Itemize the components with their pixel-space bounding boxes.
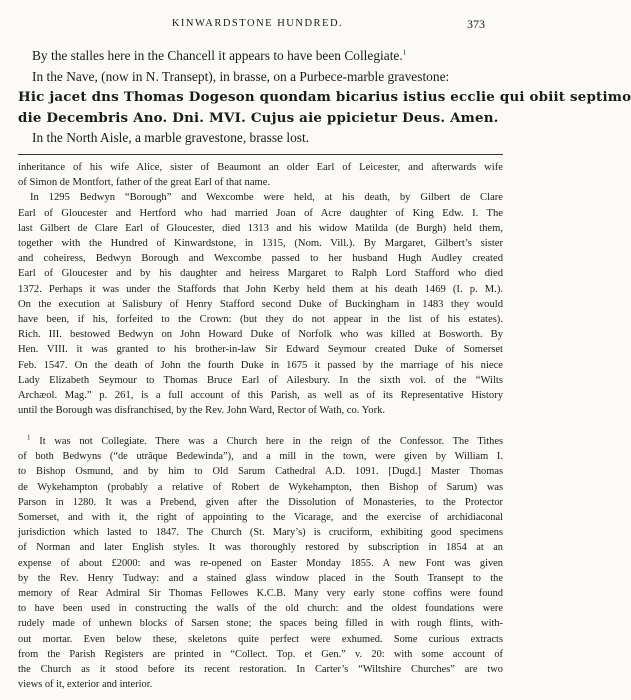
footnote-marker: 1 bbox=[27, 433, 31, 442]
body-line: Feb. 1547. On the death of John the fourth Duke in 1675 it passed by the marriage of his niece bbox=[18, 359, 503, 371]
body-paragraphs bbox=[18, 160, 503, 418]
footnote-line: out mortar. Even below these, skeletons quite perfect were exhumed. Some curious extracts bbox=[18, 633, 503, 645]
footnote-line: of both Bedwyns (“de utrâque Bedewinda”), and a mill in the town, were given by William I. bbox=[18, 451, 503, 463]
body-line: Earl of Gloucester and by his daughter and heiress Margaret to Ralph Lord Stafford who died bbox=[18, 268, 503, 280]
body-line: and coheiress, Bedwyn Borough and Wexcombe passed to her husband Hugh Audley created bbox=[18, 253, 503, 265]
page-number: 373 bbox=[467, 17, 485, 31]
body-line: inheritance of his wife Alice, sister of Beaumont an older Earl of Leicester, and afterwards wife bbox=[18, 162, 503, 173]
body-line: together with the Hundred of Kinwardstone, in 1315, (Nom. Vill.). By Margaret, Gilbert’s sister bbox=[18, 238, 503, 250]
footnote-line: Parson in 1280. It was a Prebend, given after the Dissolution of Monasteries, to the Protector bbox=[18, 496, 503, 508]
footnote-line: de Wykehampton (probably a relative of Robert de Wykehampton, then Bishop of Sarum) was bbox=[18, 481, 503, 493]
nave-line: In the Nave, (now in N. Transept), in brasse, on a Purbece-marble gravestone: bbox=[32, 68, 450, 84]
north-aisle-line: In the North Aisle, a marble gravestone, brasse lost. bbox=[32, 130, 310, 145]
body-line: have been, if his, forfeited to the Crown: (but they do not appear in the list of his estates). bbox=[18, 314, 503, 326]
footnote-line: of Norman and later English styles. It was thoroughly restored by subscription in 1854 at an bbox=[18, 542, 503, 554]
footnote-line: $^1$ It was not Collegiate. There was a Church here in the reign of the Confessor. The Tithes bbox=[27, 433, 503, 447]
body-line: of Simon de Montfort, father of the great Earl of that name. bbox=[18, 177, 271, 189]
footnote-line: to Bishop Osmund, and by him to Old Sarum Cathedral A.D. 1091. [Dugd.] Master Thomas bbox=[18, 466, 503, 478]
inscription-section bbox=[18, 46, 631, 149]
footnote-line: by the Rev. Henry Tudway: and a stained glass window placed in the South Transept to the bbox=[18, 572, 503, 584]
footnote-line: the Church as it stood before its recent restoration. In Carter’s “Wiltshire Churches” are two bbox=[18, 664, 503, 676]
page-header bbox=[30, 18, 485, 34]
footnote-line: from the Parish Registers are printed in “Collect. Top. et Gen.” v. 20: with some account of bbox=[18, 648, 503, 660]
inscription-line-2: die Decembris Ano. Dni. MVI. Cujus aie ppicietur Deus. Amen. bbox=[18, 109, 499, 126]
body-line: Earl of Gloucester and Hertford who had married Joan of Acre daughter of King Edw. I. The bbox=[18, 207, 503, 219]
body-line: last Gilbert de Clare Earl of Gloucester, died 1313 and his widow Matilda (de Burgh) held them, bbox=[18, 222, 503, 234]
collegiate-line: By the stalles here in the Chancell it appears to have been Collegiate.$^1$ bbox=[32, 48, 407, 63]
body-line: In 1295 Bedwyn “Borough” and Wexcombe were held, at his death, by Gilbert de Clare bbox=[30, 192, 503, 204]
body-line: Hen. VIII. it was granted to his brother-in-law Sir Edward Seymour created Duke of Somerset bbox=[18, 344, 503, 356]
body-line: Lady Elizabeth Seymour to Thomas Bruce Earl of Ailesbury. In the sixth vol. of the “Wilts bbox=[18, 374, 503, 386]
inscription-line-1: Hic jacet dns Thomas Dogeson quondam bicarius istius ecclie qui obiit septimo bbox=[18, 89, 631, 105]
body-line: On the execution at Salisbury of Henry Stafford second Duke of Buckingham in 1483 they would bbox=[18, 298, 503, 310]
section-divider bbox=[18, 154, 503, 155]
footnote-line: to have been used in constructing the walls of the old church: and the oldest foundations were bbox=[18, 603, 503, 615]
footnote-section bbox=[18, 434, 503, 692]
body-line: Rich. III. bestowed Bedwyn on John Howard Duke of Norfolk who was killed at Bosworth. By bbox=[18, 329, 503, 341]
footnote-line: rudely made of unhewn blocks of Sarsen stone; the spaces being filled in with rough flints, with- bbox=[18, 618, 503, 630]
body-line: 1372. Perhaps it was under the Staffords that John Kerby held them at his death 1469 (I. p. M.). bbox=[18, 283, 503, 295]
footnote-line: expense of about £2000: and was re-opened on Easter Monday 1855. A new Font was given bbox=[18, 557, 503, 569]
body-line: Archæol. Mag.” p. 261, is a full account of this Parish, as well as of its Representative History bbox=[18, 390, 503, 402]
footnote-line: Somerset, and with it, the right of appointing to the Vicarage, and the exercise of archidiaconal bbox=[18, 512, 503, 524]
body-line: until the Borough was disfranchised, by the Rev. John Ward, Rector of Wath, co. York. bbox=[18, 405, 386, 417]
footnote-ref: 1 bbox=[402, 48, 407, 57]
footnote-line: views of it, exterior and interior. bbox=[18, 679, 153, 691]
running-title: KINWARDSTONE HUNDRED. bbox=[171, 18, 344, 29]
footnote-line: memory of Rear Admiral Sir Thomas Fellowes K.C.B. Many very early stone coffins were found bbox=[18, 588, 503, 600]
footnote-line: jurisdiction which lasted to 1847. The Church (St. Mary’s) is cruciform, exhibiting good specimens bbox=[18, 527, 503, 539]
